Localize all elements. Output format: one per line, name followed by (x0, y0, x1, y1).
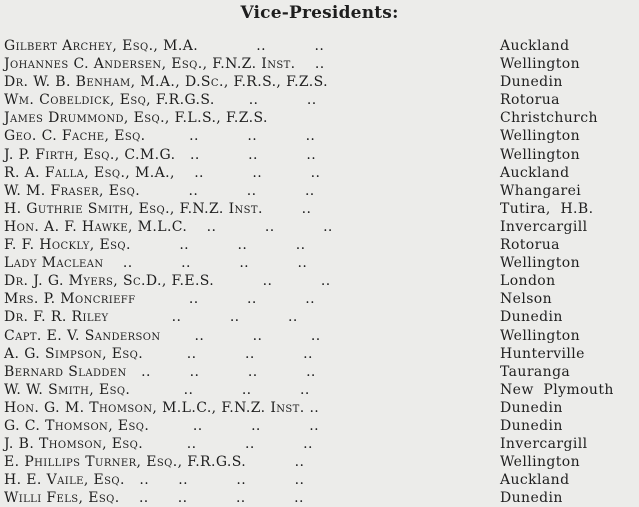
member-name: Capt. E. V. Sanderson .. .. .. (4, 327, 321, 344)
member-name: Dr. J. G. Myers, Sc.D., F.E.S. .. .. (4, 273, 331, 290)
section-heading: Vice-Presidents: (240, 3, 399, 23)
member-location: Auckland (500, 38, 570, 54)
member-name: H. Guthrie Smith, Esq., F.N.Z. Inst. .. (4, 200, 312, 217)
list-item (0, 327, 639, 345)
member-location: Dunedin (500, 490, 563, 507)
list-item (0, 218, 639, 236)
member-location: Auckland (500, 164, 570, 181)
list-item (0, 308, 639, 326)
member-location: Wellington (500, 56, 581, 73)
member-name: Dr. W. B. Benham, M.A., D.Sc., F.R.S., F.Z.S. (4, 74, 328, 91)
list-item (0, 91, 639, 109)
member-location: Wellington (500, 327, 581, 344)
member-location: Whangarei (500, 182, 582, 199)
member-name: W. M. Fraser, Esq. .. .. .. (4, 182, 315, 199)
member-name: J. B. Thomson, Esq. .. .. .. (4, 436, 313, 453)
member-location: Wellington (500, 255, 581, 272)
member-location: Invercargill (500, 436, 588, 453)
list-item (0, 489, 639, 507)
member-name: R. A. Falla, Esq., M.A., .. .. .. (4, 164, 321, 181)
member-name: Willi Fels, Esq. .. .. .. .. (4, 490, 304, 507)
member-location: Dunedin (500, 399, 563, 416)
member-location: Christchurch (500, 110, 598, 127)
list-item (0, 146, 639, 164)
member-location: Rotorua (500, 92, 560, 109)
member-location: Tutira, H.B. (500, 200, 594, 217)
list-item (0, 200, 639, 218)
member-name: Johannes C. Andersen, Esq., F.N.Z. Inst. .. (4, 56, 325, 73)
list-item (0, 345, 639, 363)
list-item (0, 435, 639, 453)
member-location: New Plymouth (500, 381, 614, 398)
list-item (0, 399, 639, 417)
member-name: Hon. A. F. Hawke, M.L.C. .. .. .. (4, 218, 333, 235)
member-location: Tauranga (500, 363, 571, 380)
member-name: G. C. Thomson, Esq. .. .. .. (4, 417, 319, 434)
member-name: Bernard Sladden .. .. .. .. (4, 363, 316, 380)
member-name: Lady Maclean .. .. .. .. (4, 255, 308, 272)
member-location: Wellington (500, 454, 581, 471)
list-item (0, 73, 639, 91)
member-name: A. G. Simpson, Esq. .. .. .. (4, 345, 313, 362)
member-location: Dunedin (500, 309, 563, 326)
member-name: Mrs. P. Moncrieff .. .. .. (4, 291, 315, 308)
list-item (0, 254, 639, 272)
member-name: J. P. Firth, Esq., C.M.G. .. .. .. (4, 146, 317, 163)
member-name: Geo. C. Fache, Esq. .. .. .. (4, 128, 316, 145)
member-name: Gilbert Archey, Esq., M.A. .. .. (4, 38, 325, 54)
list-item (0, 381, 639, 399)
list-item (0, 37, 639, 55)
list-item (0, 127, 639, 145)
list-item (0, 109, 639, 127)
list-item (0, 164, 639, 182)
member-location: Hunterville (500, 345, 585, 362)
member-location: Wellington (500, 128, 581, 145)
member-name: W. W. Smith, Esq. .. .. .. (4, 381, 310, 398)
member-name: E. Phillips Turner, Esq., F.R.G.S. .. (4, 454, 305, 471)
member-name: James Drummond, Esq., F.L.S., F.Z.S. (4, 110, 268, 127)
member-name: Hon. G. M. Thomson, M.L.C., F.N.Z. Inst. .. (4, 399, 320, 416)
member-name: F. F. Hockly, Esq. .. .. .. (4, 237, 306, 254)
member-location: Wellington (500, 146, 581, 163)
member-location: Dunedin (500, 417, 563, 434)
member-location: Rotorua (500, 237, 560, 254)
member-location: Invercargill (500, 218, 588, 235)
list-item (0, 453, 639, 471)
member-name: Dr. F. R. Riley .. .. .. (4, 309, 298, 326)
list-item (0, 182, 639, 200)
member-location: Nelson (500, 291, 553, 308)
list-item (0, 471, 639, 489)
list-item (0, 417, 639, 435)
vice-presidents-list (0, 37, 639, 507)
list-item (0, 363, 639, 381)
member-name: H. E. Vaile, Esq. .. .. .. .. (4, 472, 305, 489)
member-location: London (500, 273, 556, 290)
list-item (0, 55, 639, 73)
member-location: Dunedin (500, 74, 563, 91)
list-item (0, 236, 639, 254)
list-item (0, 290, 639, 308)
member-location: Auckland (500, 472, 570, 489)
list-item (0, 272, 639, 290)
member-name: Wm. Cobeldick, Esq, F.R.G.S. .. .. (4, 92, 317, 109)
